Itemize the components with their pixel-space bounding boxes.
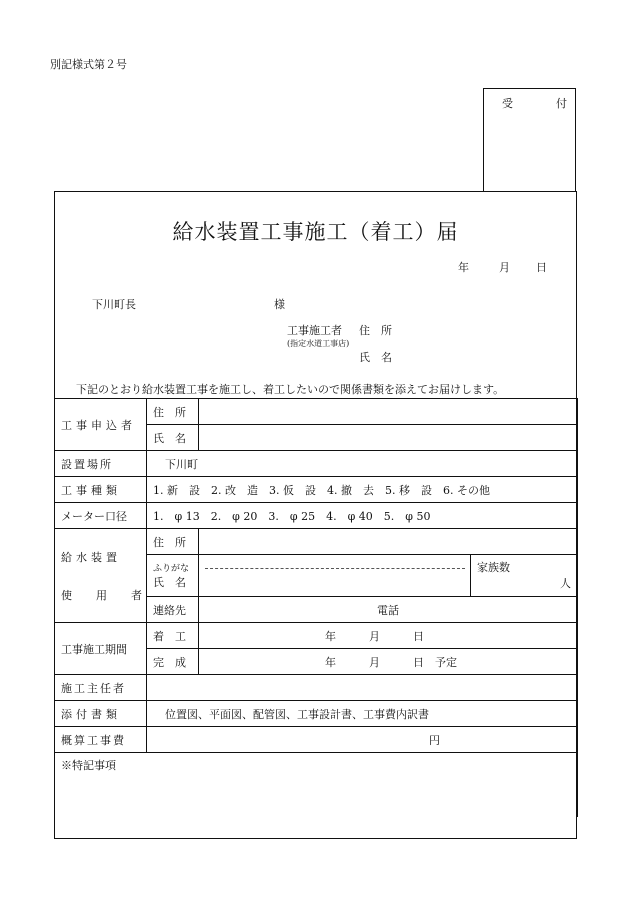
phone-field[interactable]	[199, 597, 578, 623]
form-title: 給水装置工事施工（着工）届	[172, 220, 459, 244]
reception-label-left: 受	[502, 97, 513, 110]
period-end-date[interactable]: 年 月 日 予定	[199, 649, 578, 675]
meter-options[interactable]: 1. φ 13 2. φ 20 3. φ 25 4. φ 40 5. φ 50	[147, 503, 578, 529]
date-month-label: 月	[499, 261, 510, 274]
addressee-name: 下川町長	[92, 298, 136, 311]
meter-label: メーター口径	[55, 503, 147, 529]
form-body	[54, 191, 577, 839]
period-start-label: 着 工	[147, 623, 199, 649]
user-label-bottom: 使用者	[61, 588, 166, 602]
cost-field[interactable]	[147, 727, 578, 753]
work-type-options[interactable]: 1. 新 設 2. 改 造 3. 仮 設 4. 撤 去 5. 移 設 6. その他	[147, 477, 578, 503]
date-year-label: 年	[458, 261, 469, 274]
work-type-label: 工事種類	[55, 477, 147, 503]
attachments-label: 添付書類	[55, 701, 147, 727]
contractor-address-label: 住 所	[359, 324, 392, 337]
location-label: 設置場所	[55, 451, 147, 477]
period-start-date[interactable]: 年 月 日	[199, 623, 578, 649]
user-name-label: 氏 名	[153, 575, 186, 589]
applicant-name-field[interactable]	[199, 425, 578, 451]
reception-stamp-box	[483, 88, 576, 191]
addressee-honorific: 様	[274, 298, 285, 311]
applicant-label: 工事申込者	[55, 399, 147, 451]
applicant-address-label: 住 所	[147, 399, 199, 425]
furigana-dashed-line	[205, 568, 465, 569]
family-count-unit: 人	[560, 577, 571, 590]
user-address-field[interactable]	[199, 529, 578, 555]
contact-label: 連絡先	[147, 597, 199, 623]
family-count-label: 家族数	[477, 561, 510, 574]
application-table	[54, 398, 578, 817]
location-value[interactable]: 下川町	[147, 451, 578, 477]
cost-unit: 円	[429, 733, 440, 747]
user-label-cell	[55, 529, 166, 623]
contractor-name-label: 氏 名	[359, 351, 392, 364]
user-address-label: 住 所	[147, 529, 199, 555]
notes-label: ※特記事項	[61, 759, 116, 772]
form-number: 別記様式第２号	[50, 58, 127, 71]
attachments-value[interactable]: 位置図、平面図、配管図、工事設計書、工事費内訳書	[147, 701, 578, 727]
furigana-label: ふりがな	[153, 563, 190, 574]
reception-label-right: 付	[556, 97, 567, 110]
phone-label: 電話	[377, 603, 399, 617]
period-label: 工事施工期間	[55, 623, 147, 675]
supervisor-field[interactable]	[147, 675, 578, 701]
applicant-address-field[interactable]	[199, 399, 578, 425]
date-day-label: 日	[536, 261, 547, 274]
designated-contractor-note: (指定水道工事店)	[287, 339, 350, 348]
user-name-field[interactable]	[199, 555, 471, 597]
family-count-cell[interactable]	[471, 555, 578, 597]
applicant-name-label: 氏 名	[147, 425, 199, 451]
cost-label: 概算工事費	[55, 727, 147, 753]
supervisor-label: 施工主任者	[55, 675, 147, 701]
intro-text: 下記のとおり給水装置工事を施工し、着工したいので関係書類を添えてお届けします。	[76, 383, 505, 396]
user-label-top: 給水装置	[61, 550, 121, 564]
contractor-label: 工事施工者	[287, 324, 342, 337]
period-end-label: 完 成	[147, 649, 199, 675]
notes-field[interactable]	[55, 753, 578, 817]
